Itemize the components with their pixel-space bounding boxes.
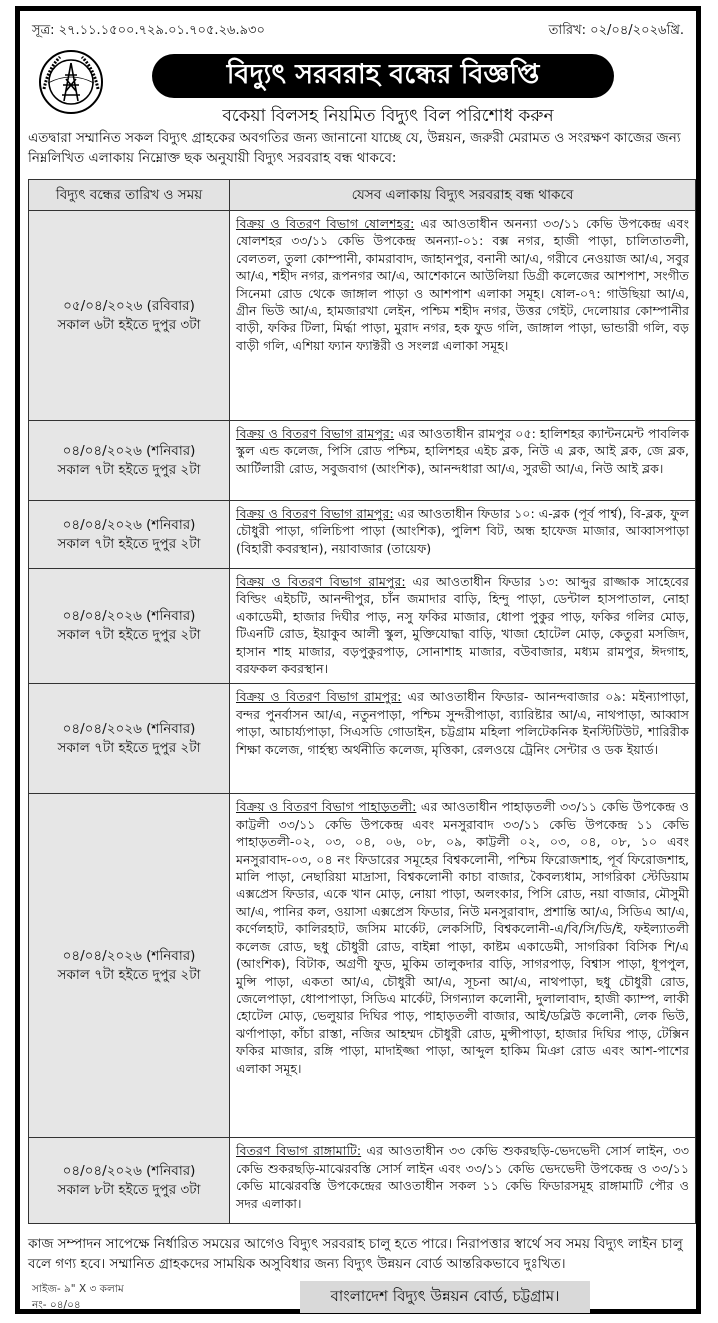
reference-number: সূত্র: ২৭.১১.১৫০০.৭২৯.০১.৭০৫.২৬.৯৩০ (32, 22, 265, 38)
outage-date: ০৪/০৪/২০২৬ (শনিবার) (62, 608, 196, 625)
date-time-cell (29, 421, 230, 501)
outage-date: ০৪/০৪/২০২৬ (শনিবার) (62, 947, 196, 964)
division-heading: বিতরণ বিভাগ রাঙ্গামাটি: (236, 1143, 362, 1159)
areas-cell (230, 684, 696, 794)
outage-schedule-table (28, 179, 696, 1224)
notice-frame (15, 6, 701, 1314)
table-row (29, 794, 696, 1138)
table-row (29, 684, 696, 794)
outage-date: ০৪/০৪/২০২৬ (শনিবার) (62, 720, 196, 737)
outage-time: সকাল ৭টা হইতে দুপুর ২টা (57, 739, 201, 756)
table-row (29, 501, 696, 569)
outage-time: সকাল ৭টা হইতে দুপুর ২টা (57, 535, 201, 552)
date-time-cell (29, 1138, 230, 1224)
outage-date: ০৪/০৪/২০২৬ (শনিবার) (62, 516, 196, 533)
column-header-areas: যেসব এলাকায় বিদ্যুৎ সরবরাহ বন্ধ থাকবে (230, 180, 696, 211)
areas-text: এর আওতাধীন ফিডার ১০: এ-ব্লক (পূর্ব পার্শ্ব), বি-ব্লক, ফুল চৌধুরী পাড়া, গলিচিপা পাড়া (আংশিক), পুলিশ বিট, অন্ধ হাফেজ মাজার, আব্বাসপাড়া (বিহারী কবরস্থান), নয়াবাজার (তায়েফ) (236, 506, 689, 556)
areas-cell (230, 211, 696, 421)
table-row (29, 569, 696, 684)
date-time-cell (29, 569, 230, 684)
notice-title: বিদ্যুৎ সরবরাহ বন্ধের বিজ্ঞপ্তি (152, 54, 614, 98)
division-heading: বিক্রয় ও বিতরণ বিভাগ রামপুর: (236, 506, 394, 521)
areas-cell (230, 1138, 696, 1224)
division-heading: বিক্রয় ও বিতরণ বিভাগ রামপুর: (236, 426, 395, 441)
reference-row (32, 19, 684, 43)
notice-intro: এতদ্বারা সম্মানিত সকল বিদ্যুৎ গ্রাহকের অবগতির জন্য জানানো যাচ্ছে যে, উন্নয়ন, জরুরী মেরামত ও সংরক্ষণ কাজের জন্য নিম্নলিখিত এলাকায় নিম্নোক্ত ছক অনুযায়ী বিদ্যুৎ সরবরাহ বন্ধ থাকবে: (28, 130, 681, 166)
division-heading: বিক্রয় ও বিতরণ বিভাগ পাহাড়তলী: (236, 799, 417, 815)
outage-time: সকাল ৬টা হইতে দুপুর ৩টা (57, 316, 201, 333)
areas-cell (230, 569, 696, 684)
division-heading: বিক্রয় ও বিতরণ বিভাগ ষোলশহর: (236, 216, 415, 231)
footer-note: কাজ সম্পাদন সাপেক্ষে নির্ধারিত সময়ের আগেও বিদ্যুৎ সরবরাহ চালু হতে পারে। নিরাপত্তার স্বার্থে সব সময় বিদ্যুৎ লাইন চালু বলে গণ্য হবে। সম্মানিত গ্রাহকদের সাময়িক অসুবিধার জন্য বিদ্যুৎ উন্নয়ন বোর্ড আন্তরিকভাবে দুঃখিত। (28, 1236, 683, 1272)
notice-date: তারিখ: ০২/০৪/২০২৬খ্রি. (548, 22, 684, 38)
table-row (29, 1138, 696, 1224)
outage-time: সকাল ৭টা হইতে দুপুর ২টা (57, 627, 201, 644)
areas-cell (230, 501, 696, 569)
outage-time: সকাল ৭টা হইতে দুপুর ২টা (57, 461, 201, 478)
print-meta (32, 1281, 124, 1313)
date-time-cell (29, 501, 230, 569)
outage-date: ০৪/০৪/২০২৬ (শনিবার) (62, 1162, 196, 1179)
outage-time: সকাল ৮টা হইতে দুপুর ৩টা (57, 1181, 201, 1198)
organization-signature: বাংলাদেশ বিদ্যুৎ উন্নয়ন বোর্ড, চট্টগ্রাম। (300, 1281, 590, 1313)
table-header-row (29, 180, 696, 211)
table-row (29, 421, 696, 501)
areas-text: এর আওতাধীন ৩৩ কেভি শুকরছড়ি-ভেদভেদী সোর্স লাইন, ৩৩ কেভি শুকরছড়ি-মাঝেরবস্তি সোর্স লাইন এবং ৩৩/১১ কেভি ভেদভেদী উপকেন্দ্র ও ৩৩/১১ কেভি মাঝেরবস্তি উপকেন্দ্রের আওতাধীন সকল ১১ কেভি ফিডারসমূহ রাঙ্গামাটি পৌর ও সদর এলাকা। (236, 1143, 690, 1211)
date-time-cell (29, 684, 230, 794)
column-header-date-time: বিদ্যুৎ বন্ধের তারিখ ও সময় (29, 180, 230, 211)
outage-date: ০৪/০৪/২০২৬ (শনিবার) (62, 442, 196, 459)
bpdb-emblem-icon (38, 49, 104, 115)
areas-cell (230, 421, 696, 501)
areas-text: এর আওতাধীন অনন্যা ৩৩/১১ কেভি উপকেন্দ্র এবং ষোলশহর ৩৩/১১ কেভি উপকেন্দ্র অনন্যা-০১: বক্স নগর, হাজী পাড়া, চালিতাতলী, বেলতল, তুলা কোম্পানী, কামরাবাদ, জাহানপুর, বনানী আ/এ, গরীবে নেওয়াজ আ/এ, সবুর আ/এ, শহীদ নগর, রূপনগর আ/এ, আশেকানে আউলিয়া ডিগ্রী কলেজের আশপাশ, সংগীত সিনেমা রোড থেকে জাঙ্গাল পাড়া ও আশপাশ এলাকা সমূহ। ষোল-০৭: গাউছিয়া আ/এ, গ্রীন ভিউ আ/এ, হামজারখা লেইন, পশ্চিম শহীদ নগর, উত্তর গেইট, দেলোয়ার কোম্পানীর বাড়ী, ফকির টিলা, মির্দ্ধা পাড়া, মুরাদ নগর, হক ফুড গলি, জাঙ্গাল পাড়া, ভান্ডারী গলি, বড় বাড়ী গলি, এশিয়া ফ্যান ফ্যাক্টরী ও সংলগ্ন এলাকা সমূহ। (236, 216, 689, 353)
outage-date: ০৫/০৪/২০২৬ (রবিবার) (63, 297, 195, 314)
print-number: নং- ০৪/০৪ (32, 1299, 81, 1311)
areas-text: এর আওতাধীন পাহাড়তলী ৩৩/১১ কেভি উপকেন্দ্র ও কাট্টলী ৩৩/১১ কেভি উপকেন্দ্র এবং মনসুরাবাদ ৩৩/১১ কেভি উপকেন্দ্র ১১ কেভি পাহাড়তলী-০২, ০৩, ০৪, ০৬, ০৮, ০৯, কাট্টলী ০২, ০৩, ০৪, ০৮, ১০ এবং মনসুরাবাদ-০৩, ০৪ নং ফিডারের সমূহের বিশ্বকলোনী, পশ্চিম ফিরোজশাহ, পূর্ব ফিরোজশাহ, মালি পাড়া, নেছারিয়া মাদ্রাসা, বিশ্বকলোনী কাচা বাজার, কৈবল্যধাম, সাগরিকা স্টেডিয়াম এক্সপ্রেস ফিডার, একে খান মোড়, নোয়া পাড়া, অলংকার, পিসি রোড, নয়া বাজার, মৌসুমী আ/এ, পানির কল, ওয়াসা এক্সপ্রেস ফিডার, নিউ মনসুরাবাদ, প্রশান্তি আ/এ, সিডিএ আ/এ, কর্ণেলহাট, কালিরহাট, জসিম মার্কেট, লেকসিটি, বিশ্বকলোনী-এ/বি/সি/ডি/ই, ফইল্যাতলী কলেজ রোড, ছধু চৌধুরী রোড, বাইন্না পাড়া, কাষ্টম একাডেমী, সাগরিকা বিসিক শি/এ (আংশিক), বিটাক, অগ্রণী ফুড, মুকিম তালুকদার বাড়ি, সাগরপাড়, বিশ্বাস পাড়া, ধূপপুল, মুন্সি পাড়া, একতা আ/এ, চৌধুরী আ/এ, সূচনা আ/এ, নাথপাড়া, ছধু চৌধুরী রোড, জেলেপাড়া, ধোপাপাড়া, সিডিএ মার্কেট, সিগন্যাল কলোনী, দুলালাবাদ, হাজী ক্যাম্প, লাকী হোটেল মোড়, ভেলুয়ার দিঘির পাড়, পাহাড়তলী বাজার, আই/ডব্লিউ কলোনী, লেক ভিউ, ঝর্ণাপাড়া, কাঁচা রাস্তা, নজির আহম্মদ চৌধুরী রোড, মুন্সীপাড়া, হাজার দিঘির পাড়, টেক্সিন ফকির মাজার, রঙ্গি পাড়া, মাদাইজ্জা পাড়া, আব্দুল হাকিম মিঞা রোড এবং আশ-পাশের এলাকা সমূহ। (236, 799, 689, 1076)
outage-time: সকাল ৭টা হইতে দুপুর ২টা (57, 966, 201, 983)
division-heading: বিক্রয় ও বিতরণ বিভাগ রামপুর: (236, 689, 402, 705)
areas-text: এর আওতাধীন ফিডার ১৩: আব্দুর রাজ্জাক সাহেবের বিল্ডিং এইচটি, আনন্দীপুর, চাঁন জমাদার বাড়ি, হিন্দু পাড়া, ডেন্টাল হাসপাতাল, নোহা একাডেমী, হাজার দিঘীর পাড়, নসু ফকির মাজার, ধোপা পুকুর পাড়, ফকির গলির মোড়, টিএনটি রোড, ইয়াকুব আলী স্কুল, মুক্তিযোদ্ধা বাড়ি, খাজা হোটেল মোড়, কেতুরা মসজিদ, হাসান শাহ মাজার, বড়পুকুরপাড়, সোনাশাহ মাজার, বউবাজার, মধ্যম রামপুর, ঈদগাহ, বরফকল কবরস্থান। (236, 574, 689, 677)
date-time-cell (29, 794, 230, 1138)
areas-text: এর আওতাধীন ফিডার- আনন্দবাজার ০৯: মইন্যাপাড়া, বন্দর পুনর্বাসন আ/এ, নতুনপাড়া, পশ্চিম সুন্দরীপাড়া, ব্যারিষ্টার আ/এ, নাথপাড়া, আব্বাস পাড়া, আচার্য্যপাড়া, সিএসডি গোডাইন, চট্টগ্রাম মহিলা পলিটেকনিক ইনস্টিটিউট, শারিরীক শিক্ষা কলেজ, গার্হস্থ্য অর্থনীতি কলেজ, মৃত্তিকা, রেলওয়ে ট্রেনিং সেন্টার ও ডক ইয়ার্ড। (236, 689, 689, 757)
date-time-cell (29, 211, 230, 421)
division-heading: বিক্রয় ও বিতরণ বিভাগ রামপুর: (236, 574, 406, 589)
areas-text: এর আওতাধীন রামপুর ০৫: হালিশহর ক্যান্টনমেন্ট পাবলিক স্কুল এন্ড কলেজ, পিসি রোড পশ্চিম, হালিশহর এইচ ব্লক, নিউ এ ব্লক, আই ব্লক, জে ব্লক, আর্টিলারী রোড, সবুজবাগ (আংশিক), আনন্দধারা আ/এ, সুরভী আ/এ, নিউ আই ব্লক। (236, 426, 690, 476)
table-row (29, 211, 696, 421)
notice-subtitle: বকেয়া বিলসহ নিয়মিত বিদ্যুৎ বিল পরিশোধ করুন (222, 106, 554, 126)
print-size: সাইজ- ৯" X ৩ কলাম (32, 1283, 124, 1295)
areas-cell (230, 794, 696, 1138)
